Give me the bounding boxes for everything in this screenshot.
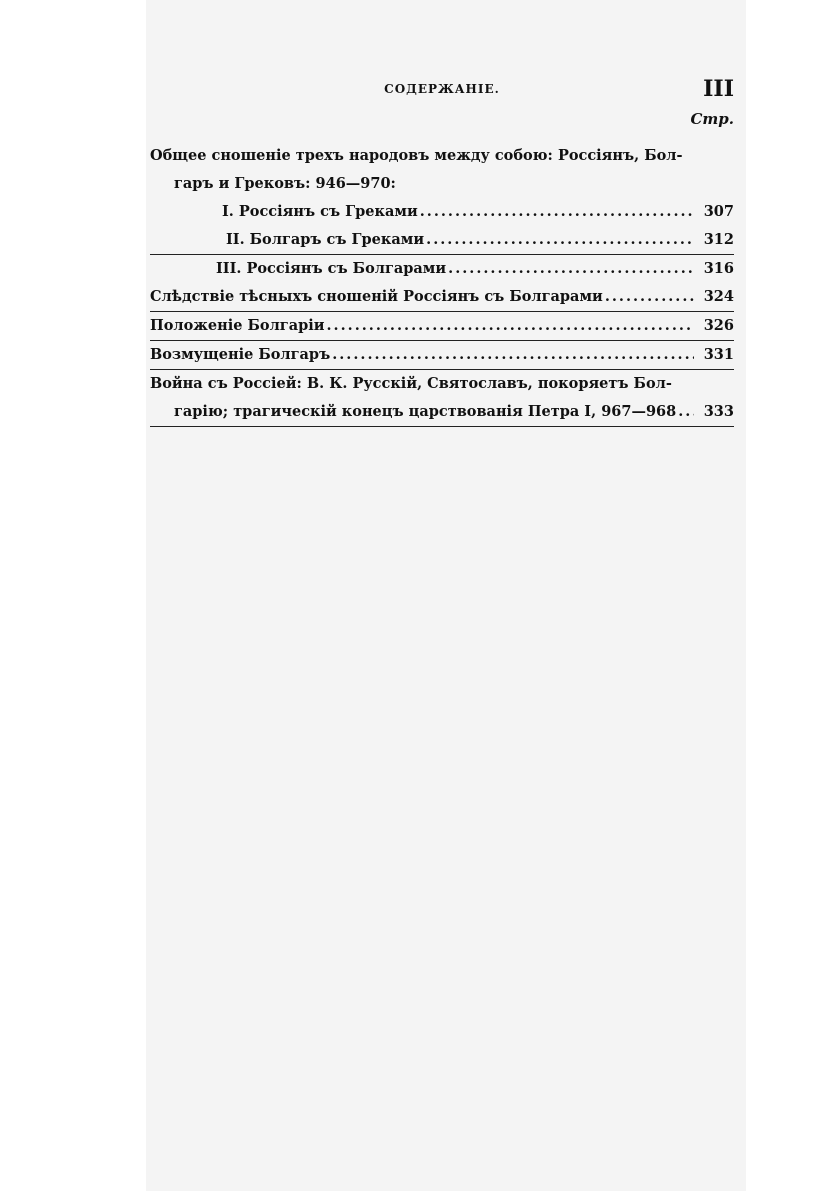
- toc-entry-label: Положенiе Болгарiи: [150, 317, 325, 334]
- page-header: [150, 78, 734, 102]
- toc-subentry-3: [150, 255, 734, 283]
- toc-subentry-label: II. Болгаръ съ Греками: [226, 231, 425, 248]
- page-column-label: Стр.: [690, 110, 734, 128]
- toc-page-number: 333: [703, 403, 734, 420]
- toc-entry-label: Возмущенiе Болгаръ: [150, 346, 331, 363]
- toc-subentry-1: [150, 198, 734, 226]
- toc-entry-label: Слѣдствiе тѣсныхъ сношенiй Россiянъ съ Болгарами: [150, 288, 603, 305]
- toc-entry-label: гарiю; трагическiй конецъ царствованiя Петра I, 967—968: [174, 403, 677, 420]
- dot-leader: [325, 312, 695, 340]
- toc-entry-war: [150, 370, 734, 427]
- toc-page-number: 312: [703, 231, 734, 248]
- dot-leader: [424, 226, 694, 254]
- toc-subentry-label: I. Россiянъ съ Греками: [222, 203, 418, 220]
- toc-entry-line: гаръ и Грековъ: 946—970:: [174, 175, 396, 192]
- toc-entry-revolt: [150, 341, 734, 370]
- toc-subentry-label: III. Россiянъ съ Болгарами: [216, 260, 447, 277]
- toc-page-number: 331: [703, 346, 734, 363]
- dot-leader: [676, 398, 694, 426]
- dot-leader: [330, 341, 694, 369]
- toc-entry-general: [150, 142, 734, 198]
- toc-entry-line: Война съ Россiей: В. К. Русскiй, Святославъ, покоряетъ Бол-: [150, 375, 672, 392]
- toc-page-number: 324: [703, 288, 734, 305]
- dot-leader: [603, 283, 694, 311]
- toc-entry-consequence: [150, 283, 734, 312]
- running-title: СОДЕРЖАНIЕ.: [384, 82, 500, 96]
- page-number: III: [703, 76, 734, 102]
- toc-entry-situation: [150, 312, 734, 341]
- toc-page-number: 307: [703, 203, 734, 220]
- dot-leader: [446, 255, 694, 283]
- toc-page-number: 316: [703, 260, 734, 277]
- table-of-contents: [150, 142, 734, 427]
- dot-leader: [418, 198, 694, 226]
- toc-page-number: 326: [703, 317, 734, 334]
- toc-entry-line: Общее сношенiе трехъ народовъ между собою: Россiянъ, Бол-: [150, 147, 683, 164]
- toc-subentry-2: [150, 226, 734, 255]
